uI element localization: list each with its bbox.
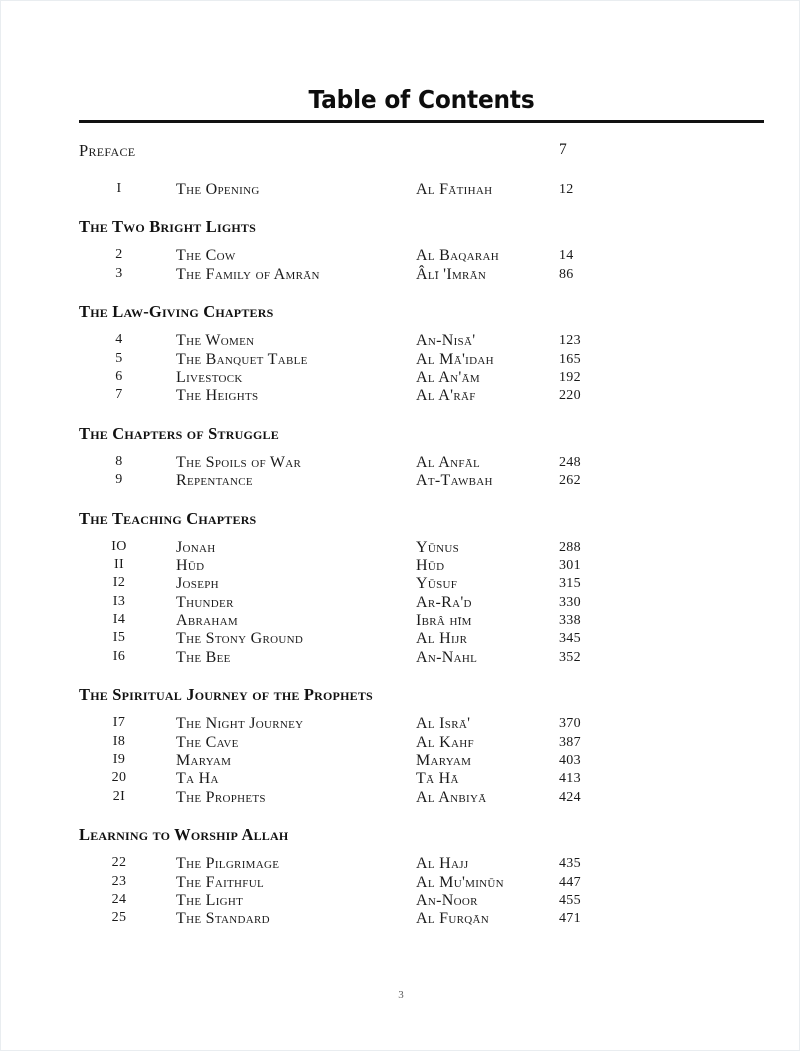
chapter-number: 3 xyxy=(115,265,123,281)
chapter-page-number: 288 xyxy=(559,539,581,555)
spacer xyxy=(1,807,800,825)
chapter-title-en: The Bee xyxy=(176,648,231,666)
chapter-title-ar: Al A'rāf xyxy=(416,387,476,405)
chapter-title-ar: An-Noor xyxy=(416,891,478,909)
chapter-title-ar: Al Furqān xyxy=(416,910,489,928)
chapter-title-ar: Al Anfāl xyxy=(416,453,481,471)
chapter-title-en: The Women xyxy=(176,332,255,350)
toc-entry-row[interactable] xyxy=(1,454,800,472)
chapter-title-ar: Al Anbiyā xyxy=(416,788,487,806)
chapter-page-number: 413 xyxy=(559,771,581,787)
chapter-title-en: The Stony Ground xyxy=(176,630,304,648)
chapter-title-ar: Yūsuf xyxy=(416,575,458,593)
chapter-page-number: 352 xyxy=(559,649,581,665)
chapter-number: 4 xyxy=(115,332,123,348)
toc-entry-row[interactable] xyxy=(1,855,800,873)
chapter-title-en: The Prophets xyxy=(176,788,266,806)
toc-entry-preface[interactable] xyxy=(1,141,800,163)
chapter-number: I xyxy=(116,181,122,196)
chapter-title-ar: Ar-Ra'd xyxy=(416,593,472,611)
chapter-page-number: 403 xyxy=(559,753,581,769)
chapter-title-en: The Family of Amrān xyxy=(176,265,320,283)
chapter-title-ar: Âlī 'Imrān xyxy=(416,265,487,283)
chapter-title-en: The Night Journey xyxy=(176,715,304,733)
chapter-title-ar: Al An'ām xyxy=(416,368,480,386)
spacer xyxy=(1,667,800,685)
chapter-number: 8 xyxy=(115,453,123,469)
chapter-title-en: The Light xyxy=(176,891,244,909)
chapter-title-ar: Yūnus xyxy=(416,538,460,556)
toc-entry-opening[interactable] xyxy=(1,181,800,199)
toc-section-heading: The Chapters of Struggle xyxy=(79,423,279,443)
chapter-number: I5 xyxy=(112,630,126,646)
chapter-number: I2 xyxy=(112,575,126,591)
chapter-number: 24 xyxy=(111,891,127,907)
chapter-title-ar: Hūd xyxy=(416,556,445,574)
toc-entry-row[interactable] xyxy=(1,649,800,667)
chapter-page-number: 192 xyxy=(559,369,581,385)
chapter-page-number: 424 xyxy=(559,789,581,805)
toc-entry-row[interactable] xyxy=(1,630,800,648)
chapter-page-number: 471 xyxy=(559,911,581,927)
title-rule-divider xyxy=(79,120,764,123)
chapter-number: I8 xyxy=(112,733,126,749)
toc-section-heading-row xyxy=(1,825,800,855)
chapter-number: 5 xyxy=(115,350,123,366)
toc-entry-row[interactable] xyxy=(1,266,800,284)
toc-section-heading-row xyxy=(1,424,800,454)
chapter-title-ar: Al Baqarah xyxy=(416,247,500,265)
chapter-number: 6 xyxy=(115,368,123,384)
chapter-title-en: The Spoils of War xyxy=(176,453,302,471)
chapter-title-ar: An-Nahl xyxy=(416,648,478,666)
chapter-title-en: Ta Ha xyxy=(176,770,219,788)
chapter-number: 9 xyxy=(115,472,123,488)
toc-section-heading-row xyxy=(1,217,800,247)
spacer xyxy=(1,491,800,509)
preface-label: Preface xyxy=(79,141,136,160)
preface-page-number: 7 xyxy=(559,141,567,158)
chapter-page-number: 248 xyxy=(559,454,581,470)
chapter-title-en: The Opening xyxy=(176,181,260,198)
toc-entry-row[interactable] xyxy=(1,874,800,892)
chapter-number: I7 xyxy=(112,715,126,731)
toc-entry-row[interactable] xyxy=(1,910,800,928)
toc-entry-row[interactable] xyxy=(1,387,800,405)
chapter-page-number: 455 xyxy=(559,892,581,908)
chapter-title-ar: Maryam xyxy=(416,752,472,770)
chapter-number: I6 xyxy=(112,648,126,664)
toc-section-heading: The Two Bright Lights xyxy=(79,217,256,237)
chapter-page-number: 370 xyxy=(559,716,581,732)
toc-section-heading-row xyxy=(1,685,800,715)
toc-entry-row[interactable] xyxy=(1,575,800,593)
chapter-title-en: The Pilgrimage xyxy=(176,855,280,873)
chapter-title-en: The Banquet Table xyxy=(176,350,308,368)
chapter-page-number: 123 xyxy=(559,333,581,349)
chapter-page-number: 14 xyxy=(559,248,574,264)
chapter-title-en: Jonah xyxy=(176,538,216,556)
toc-entry-row[interactable] xyxy=(1,351,800,369)
chapter-title-en: The Heights xyxy=(176,387,259,405)
chapter-page-number: 220 xyxy=(559,388,581,404)
chapter-page-number: 315 xyxy=(559,576,581,592)
toc-entry-row[interactable] xyxy=(1,789,800,807)
chapter-title-ar: Al Hijr xyxy=(416,630,468,648)
chapter-title-en: Livestock xyxy=(176,368,243,386)
spacer xyxy=(1,199,800,217)
spacer xyxy=(1,406,800,424)
chapter-number: 22 xyxy=(111,855,127,871)
chapter-title-ar: Al Mā'idah xyxy=(416,350,494,368)
chapter-title-ar: Al Isrā' xyxy=(416,715,471,733)
chapter-page-number: 338 xyxy=(559,613,581,629)
toc-section-heading: Learning to Worship Allah xyxy=(79,825,289,845)
toc-entry-row[interactable] xyxy=(1,557,800,575)
chapter-number: I9 xyxy=(112,752,126,768)
chapter-number: II xyxy=(113,556,125,572)
toc-entry-row[interactable] xyxy=(1,594,800,612)
chapter-title-en: Repentance xyxy=(176,472,253,490)
chapter-title-en: Abraham xyxy=(176,612,238,630)
chapter-title-en: Hūd xyxy=(176,556,205,574)
chapter-title-ar: Ibrâ hīm xyxy=(416,612,472,630)
toc-entry-row[interactable] xyxy=(1,770,800,788)
chapter-page-number: 86 xyxy=(559,266,574,282)
toc-entry-row[interactable] xyxy=(1,539,800,557)
chapter-page-number: 330 xyxy=(559,594,581,610)
toc-sections xyxy=(1,199,800,928)
page-title: Table of Contents xyxy=(308,85,535,114)
chapter-title-en: The Standard xyxy=(176,910,270,928)
chapter-title-en: The Faithful xyxy=(176,873,264,891)
toc-entry-row[interactable] xyxy=(1,332,800,350)
chapter-title-en: Maryam xyxy=(176,752,232,770)
chapter-title-en: Thunder xyxy=(176,593,234,611)
spacer xyxy=(1,163,800,181)
chapter-page-number: 301 xyxy=(559,557,581,573)
chapter-number: IO xyxy=(111,538,127,554)
chapter-number: 2I xyxy=(112,788,126,804)
chapter-number: I3 xyxy=(112,593,126,609)
toc-entry-row[interactable] xyxy=(1,612,800,630)
chapter-title-ar: Al Hajj xyxy=(416,855,469,873)
toc-section-heading-row xyxy=(1,509,800,539)
chapter-title-en: The Cow xyxy=(176,247,236,265)
chapter-title-ar: At-Tawbah xyxy=(416,472,493,490)
spacer xyxy=(1,284,800,302)
toc-entry-row[interactable] xyxy=(1,752,800,770)
chapter-page-number: 345 xyxy=(559,631,581,647)
chapter-number: 25 xyxy=(111,910,127,926)
chapter-title-ar: An-Nisā' xyxy=(416,332,476,350)
toc-entry-row[interactable] xyxy=(1,715,800,733)
chapter-title-ar: Al Mu'minūn xyxy=(416,873,504,891)
chapter-title-ar: Al Fātihah xyxy=(416,181,493,198)
page-folio: 3 xyxy=(398,989,404,1001)
chapter-number: 2 xyxy=(115,247,123,263)
toc-entry-row[interactable] xyxy=(1,247,800,265)
chapter-number: 7 xyxy=(115,387,123,403)
chapter-title-ar: Tā Hā xyxy=(416,770,459,788)
chapter-page-number: 435 xyxy=(559,856,581,872)
chapter-title-en: Joseph xyxy=(176,575,219,593)
chapter-page-number: 165 xyxy=(559,351,581,367)
chapter-title-ar: Al Kahf xyxy=(416,733,474,751)
toc-entry-row[interactable] xyxy=(1,472,800,490)
chapter-page-number: 12 xyxy=(559,182,574,197)
chapter-number: 23 xyxy=(111,873,127,889)
toc-entry-row[interactable] xyxy=(1,734,800,752)
chapter-title-en: The Cave xyxy=(176,733,239,751)
toc-section-heading: The Teaching Chapters xyxy=(79,508,257,528)
toc-section-heading: The Spiritual Journey of the Prophets xyxy=(79,685,373,705)
table-of-contents xyxy=(1,141,800,929)
toc-section-heading: The Law-Giving Chapters xyxy=(79,302,274,322)
chapter-page-number: 387 xyxy=(559,734,581,750)
chapter-number: 20 xyxy=(111,770,127,786)
toc-entry-row[interactable] xyxy=(1,369,800,387)
chapter-number: I4 xyxy=(112,612,126,628)
toc-entry-row[interactable] xyxy=(1,892,800,910)
chapter-page-number: 262 xyxy=(559,473,581,489)
toc-section-heading-row xyxy=(1,302,800,332)
chapter-page-number: 447 xyxy=(559,874,581,890)
